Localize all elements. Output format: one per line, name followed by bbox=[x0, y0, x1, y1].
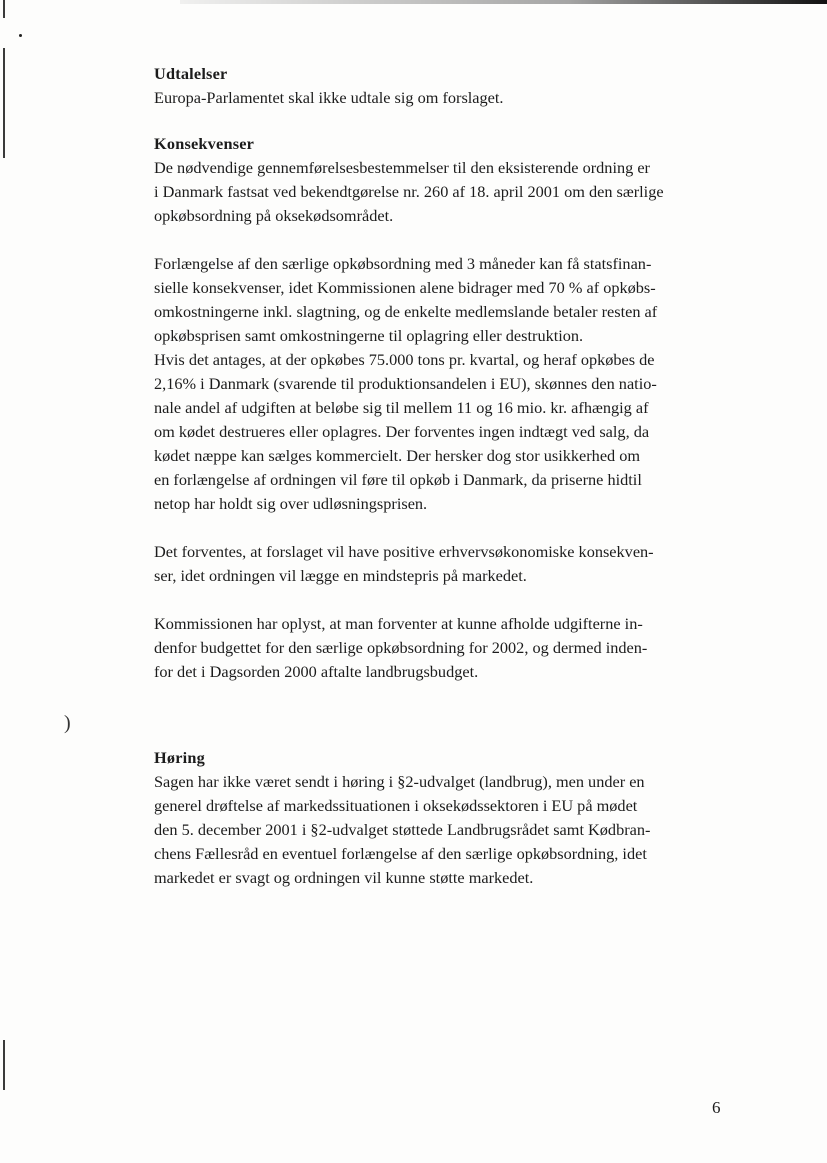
text-line: nale andel af udgiften at beløbe sig til mellem 11 og 16 mio. kr. afhængig af bbox=[154, 398, 649, 417]
section-horing bbox=[154, 746, 744, 890]
text-line: ser, idet ordningen vil lægge en mindstepris på markedet. bbox=[154, 566, 527, 585]
scan-edge-left bbox=[3, 0, 5, 18]
text-line: denfor budgettet for den særlige opkøbsordning for 2002, og dermed inden- bbox=[154, 638, 648, 657]
section-konsekvenser bbox=[154, 132, 744, 684]
text-line: Europa-Parlamentet skal ikke udtale sig om forslaget. bbox=[154, 88, 504, 107]
paragraph bbox=[154, 770, 744, 890]
text-line: kødet næppe kan sælges kommercielt. Der hersker dog stor usikkerhed om bbox=[154, 446, 641, 465]
text-line: omkostningerne inkl. slagtning, og de enkelte medlemslande betaler resten af bbox=[154, 302, 658, 321]
text-line: De nødvendige gennemførelsesbestemmelser til den eksisterende ordning er bbox=[154, 158, 650, 177]
text-line: den 5. december 2001 i §2-udvalget støttede Landbrugsrådet samt Kødbran- bbox=[154, 820, 651, 839]
text-line: Kommissionen har oplyst, at man forventer at kunne afholde udgifterne in- bbox=[154, 614, 643, 633]
scan-speck bbox=[19, 34, 22, 37]
margin-mark: ) bbox=[64, 712, 71, 734]
scan-edge-left bbox=[3, 48, 5, 158]
text-line: generel drøftelse af markedssituationen i oksekødssektoren i EU på mødet bbox=[154, 796, 638, 815]
text-line: Hvis det antages, at der opkøbes 75.000 tons pr. kvartal, og heraf opkøbes de bbox=[154, 350, 655, 369]
text-line: for det i Dagsorden 2000 aftalte landbrugsbudget. bbox=[154, 662, 479, 681]
paragraph bbox=[154, 156, 744, 228]
scan-edge-left bbox=[3, 1040, 5, 1090]
document-body bbox=[154, 62, 744, 890]
section-heading: Udtalelser bbox=[154, 64, 228, 83]
paragraph bbox=[154, 612, 744, 684]
text-line: 2,16% i Danmark (svarende til produktionsandelen i EU), skønnes den natio- bbox=[154, 374, 657, 393]
paragraph bbox=[154, 86, 744, 110]
page-number: 6 bbox=[712, 1098, 721, 1117]
text-line: chens Fællesråd en eventuel forlængelse af den særlige opkøbsordning, idet bbox=[154, 844, 647, 863]
text-line: opkøbsprisen samt omkostningerne til oplagring eller destruktion. bbox=[154, 326, 584, 345]
text-line: om kødet destrueres eller oplagres. Der forventes ingen indtægt ved salg, da bbox=[154, 422, 650, 441]
text-line: markedet er svagt og ordningen vil kunne støtte markedet. bbox=[154, 868, 534, 887]
text-line: i Danmark fastsat ved bekendtgørelse nr. 260 af 18. april 2001 om den særlige bbox=[154, 182, 664, 201]
section-heading: Høring bbox=[154, 748, 205, 767]
text-line: Sagen har ikke været sendt i høring i §2-udvalget (landbrug), men under en bbox=[154, 772, 645, 791]
text-line: en forlængelse af ordningen vil føre til opkøb i Danmark, da priserne hidtil bbox=[154, 470, 642, 489]
text-line: sielle konsekvenser, idet Kommissionen alene bidrager med 70 % af opkøbs- bbox=[154, 278, 656, 297]
text-line: opkøbsordning på oksekødsområdet. bbox=[154, 206, 394, 225]
text-line: netop har holdt sig over udløsningsprisen. bbox=[154, 494, 428, 513]
section-heading: Konsekvenser bbox=[154, 134, 255, 153]
text-line: Forlængelse af den særlige opkøbsordning med 3 måneder kan få statsfinan- bbox=[154, 254, 652, 273]
paragraph bbox=[154, 540, 744, 588]
text-line: Det forventes, at forslaget vil have positive erhvervsøkonomiske konsekven- bbox=[154, 542, 654, 561]
scan-edge-top bbox=[180, 0, 827, 4]
paragraph bbox=[154, 252, 744, 516]
section-udtalelser bbox=[154, 62, 744, 110]
